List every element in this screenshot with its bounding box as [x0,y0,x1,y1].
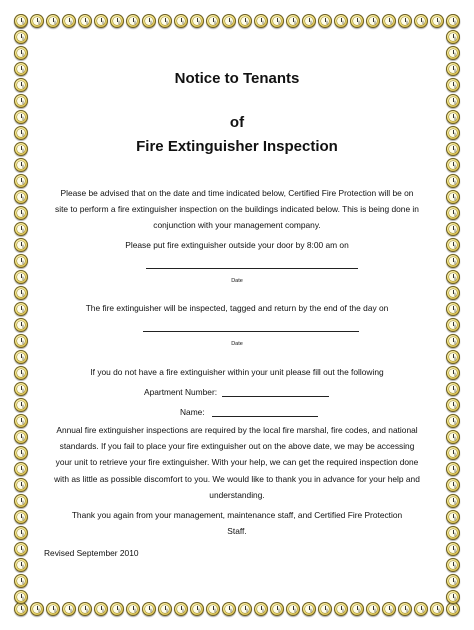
clock-icon [350,602,364,616]
clock-icon [446,590,460,604]
clock-icon [174,602,188,616]
clock-icon [14,526,28,540]
clock-icon [14,558,28,572]
put-out-instruction: Please put fire extinguisher outside your door by 8:00 am on [125,240,349,250]
clock-icon [446,462,460,476]
clock-icon [446,142,460,156]
clock-icon [398,14,412,28]
apartment-number-label: Apartment Number: [144,387,218,397]
clock-icon [446,510,460,524]
clock-icon [222,602,236,616]
clock-icon [446,478,460,492]
clock-icon [206,14,220,28]
clock-border-right [442,10,464,620]
clock-icon [14,510,28,524]
clock-icon [446,158,460,172]
clock-icon [270,14,284,28]
clock-icon [14,46,28,60]
clock-icon [78,14,92,28]
notice-title-line2: of [229,114,245,131]
clock-icon [62,14,76,28]
clock-icon [158,602,172,616]
clock-icon [446,494,460,508]
clock-icon [14,478,28,492]
clock-icon [286,14,300,28]
clock-icon [446,78,460,92]
clock-icon [446,542,460,556]
clock-icon [446,414,460,428]
clock-icon [30,14,44,28]
clock-icon [446,302,460,316]
clock-icon [14,78,28,92]
clock-icon [46,602,60,616]
clock-icon [14,574,28,588]
clock-icon [446,254,460,268]
name-label: Name: [180,407,205,417]
clock-icon [446,334,460,348]
clock-icon [318,602,332,616]
clock-icon [14,30,28,44]
clock-icon [446,126,460,140]
clock-icon [446,398,460,412]
clock-icon [110,14,124,28]
clock-icon [334,602,348,616]
clock-icon [414,14,428,28]
clock-icon [14,254,28,268]
name-field[interactable] [212,416,318,417]
clock-icon [94,14,108,28]
notice-title-line1: Notice to Tenants [174,70,300,87]
clock-icon [446,366,460,380]
clock-icon [254,602,268,616]
clock-icon [14,446,28,460]
clock-icon [14,334,28,348]
clock-icon [222,14,236,28]
clock-icon [14,494,28,508]
clock-icon [446,174,460,188]
clock-icon [270,602,284,616]
clock-icon [206,602,220,616]
clock-icon [62,602,76,616]
advisory-paragraph: Please be advised that on the date and time indicated below, Certified Fire Protection will be on site to perform a fire extinguisher inspection on the buildings indicated below. This is being done in conjunction with your management company. [55,188,419,231]
clock-icon [14,110,28,124]
date-line-2[interactable] [143,331,359,332]
clock-icon [110,602,124,616]
clock-icon [190,602,204,616]
clock-icon [14,62,28,76]
clock-icon [446,558,460,572]
clock-icon [366,602,380,616]
clock-icon [446,350,460,364]
clock-icon [302,14,316,28]
date-label-2: Date [231,341,243,347]
inspection-return-text: The fire extinguisher will be inspected, tagged and return by the end of the day on [85,303,389,313]
clock-border-bottom [10,598,464,620]
clock-icon [14,302,28,316]
clock-icon [446,206,460,220]
revised-date: Revised September 2010 [44,548,139,558]
clock-icon [446,190,460,204]
clock-icon [318,14,332,28]
clock-icon [446,526,460,540]
clock-icon [14,350,28,364]
clock-icon [446,14,460,28]
clock-icon [14,270,28,284]
clock-icon [14,382,28,396]
clock-icon [446,110,460,124]
clock-icon [14,398,28,412]
clock-icon [14,142,28,156]
clock-icon [14,238,28,252]
clock-icon [14,126,28,140]
clock-icon [286,602,300,616]
clock-icon [446,574,460,588]
no-extinguisher-text: If you do not have a fire extinguisher within your unit please fill out the following [90,367,384,377]
clock-icon [14,318,28,332]
notice-title-line3: Fire Extinguisher Inspection [136,138,338,155]
clock-icon [14,430,28,444]
clock-icon [254,14,268,28]
clock-icon [414,602,428,616]
clock-icon [446,238,460,252]
clock-icon [14,222,28,236]
clock-icon [238,602,252,616]
clock-border-left [10,10,32,620]
clock-icon [158,14,172,28]
clock-icon [446,318,460,332]
clock-icon [142,602,156,616]
clock-icon [302,602,316,616]
clock-icon [398,602,412,616]
clock-icon [446,446,460,460]
clock-icon [126,602,140,616]
clock-icon [350,14,364,28]
clock-icon [446,222,460,236]
clock-icon [14,174,28,188]
apartment-number-field[interactable] [222,396,329,397]
clock-icon [446,62,460,76]
clock-icon [446,30,460,44]
clock-icon [382,602,396,616]
clock-icon [14,366,28,380]
clock-icon [446,430,460,444]
clock-icon [14,462,28,476]
clock-icon [14,190,28,204]
clock-icon [334,14,348,28]
clock-icon [446,382,460,396]
clock-icon [14,94,28,108]
clock-icon [446,94,460,108]
clock-icon [14,286,28,300]
clock-icon [446,46,460,60]
date-label-1: Date [231,278,243,284]
clock-icon [14,158,28,172]
date-line-1[interactable] [146,268,358,269]
clock-icon [238,14,252,28]
clock-icon [14,590,28,604]
clock-icon [78,602,92,616]
clock-icon [174,14,188,28]
clock-icon [446,286,460,300]
annual-inspection-paragraph: Annual fire extinguisher inspections are required by the local fire marshal, fire codes, and national standards. If you fail to place your fire extinguisher out on the above date, we may be accessing your unit to retrieve your fire extinguisher. With your help, we can get the required inspection done with as little as possible discomfort to you. We would like to thank you in advance for your help and understanding. [54,425,420,500]
notice-document [40,40,434,600]
clock-icon [126,14,140,28]
thank-you-paragraph: Thank you again from your management, maintenance staff, and Certified Fire Protection Staff. [71,510,403,537]
clock-icon [382,14,396,28]
clock-icon [14,414,28,428]
clock-icon [30,602,44,616]
clock-icon [142,14,156,28]
clock-icon [14,542,28,556]
clock-icon [46,14,60,28]
clock-icon [366,14,380,28]
clock-icon [14,206,28,220]
clock-icon [190,14,204,28]
clock-border-top [10,10,464,32]
clock-icon [94,602,108,616]
clock-icon [14,14,28,28]
clock-icon [446,270,460,284]
